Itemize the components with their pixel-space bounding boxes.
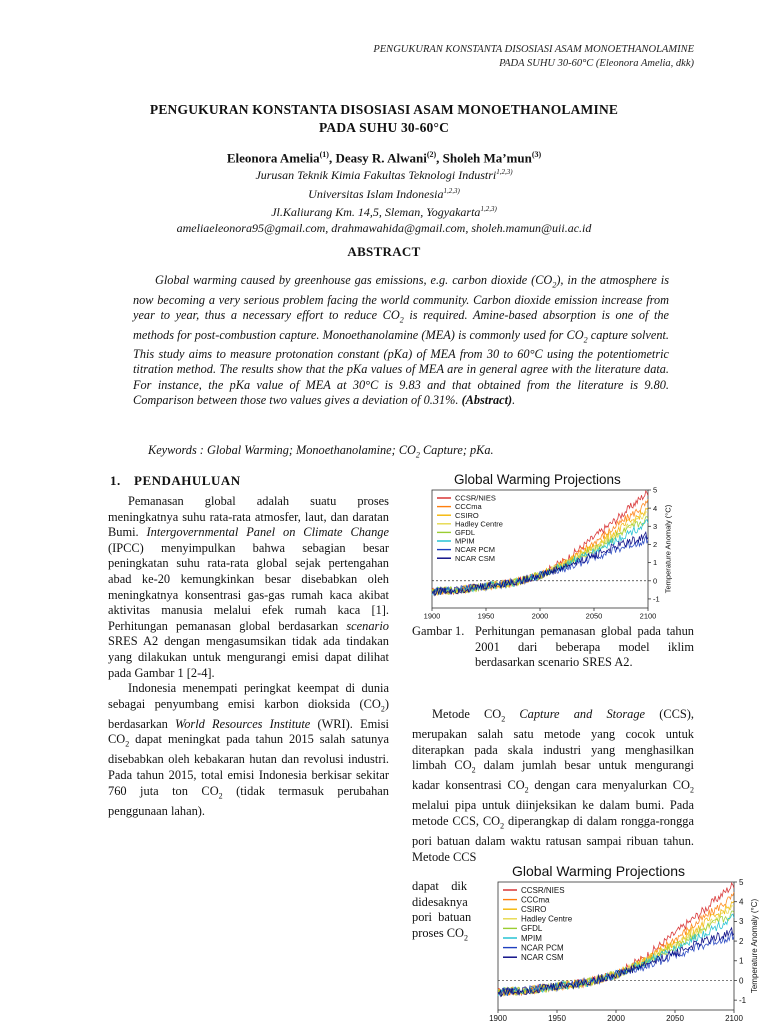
right-column-paragraph xyxy=(412,707,694,865)
legend-label: NCAR PCM xyxy=(455,545,496,555)
x-tick-label: 2050 xyxy=(666,1014,684,1023)
x-tick-label: 2100 xyxy=(639,611,657,621)
p1-text-a: Pemanasan global adalah suatu proses meningkatnya suhu rata-rata atmosfer, laut, dan daratan Bumi. xyxy=(108,494,389,540)
section-title: PENDAHULUAN xyxy=(134,473,241,488)
abstract-sub: 2 xyxy=(399,315,404,325)
y-tick-label: 4 xyxy=(653,503,658,513)
abstract-sub: 2 xyxy=(552,280,557,290)
fragment-line-2: didesaknya xyxy=(412,894,468,909)
running-header-line1: PENGUKURAN KONSTANTA DISOSIASI ASAM MONOETHANOLAMINE xyxy=(373,44,694,55)
keywords-sub: 2 xyxy=(415,450,420,460)
y-tick-label: 3 xyxy=(653,521,658,531)
paragraph-2 xyxy=(108,681,389,819)
y-tick-label: 5 xyxy=(653,485,658,495)
abstract-text-1: Global warming caused by greenhouse gas emissions, e.g. carbon dioxide (CO xyxy=(155,273,553,287)
legend-label: CCSR/NIES xyxy=(455,493,496,503)
running-header xyxy=(254,43,694,71)
p2-text-b: ) berdasarkan xyxy=(108,696,389,731)
author-3-sup: (3) xyxy=(531,150,542,159)
legend-label: NCAR CSM xyxy=(521,953,564,962)
abstract-heading: ABSTRACT xyxy=(347,244,421,259)
legend-label: CSIRO xyxy=(455,510,479,520)
chart-title: Global Warming Projections xyxy=(454,472,621,487)
keywords-text-2: Capture; pKa. xyxy=(419,443,494,457)
p3-text-d: dengan cara menyalurkan CO xyxy=(528,778,690,793)
x-tick-label: 1900 xyxy=(489,1014,507,1023)
legend-label: Hadley Centre xyxy=(521,914,573,924)
y-tick-label: -1 xyxy=(739,995,747,1005)
y-tick-label: 5 xyxy=(739,877,744,887)
author-2: , Deasy R. Alwani xyxy=(328,150,427,166)
legend-label: CCCma xyxy=(521,895,550,905)
author-2-sup: (2) xyxy=(426,150,437,159)
y-tick-label: 1 xyxy=(653,558,658,568)
y-tick-label: 0 xyxy=(739,976,744,986)
keywords xyxy=(148,443,688,459)
y-tick-label: 3 xyxy=(739,917,744,927)
p1-text-b: (IPCC) menyimpulkan bahwa sebagian besar peningkatan suhu rata-rata global sejak pertengahan abad ke-20 kemungkinkan besar disebabkan oleh meningkatnya konsentrasi gas-gas rumah kaca akibat aktivitas manusia melalui efek rumah kaca [1]. Perhitungan pemanasan global berdasarkan xyxy=(108,540,389,633)
left-column xyxy=(108,494,389,819)
keywords-text-1: Keywords : Global Warming; Monoethanolamine; CO xyxy=(148,443,416,457)
title-line2: PADA SUHU 30-60°C xyxy=(318,120,450,135)
section-number: 1. xyxy=(110,473,121,488)
y-tick-label: 2 xyxy=(653,540,658,550)
legend-label: MPIM xyxy=(455,536,475,546)
p3-sub: 2 xyxy=(690,785,694,795)
p3-text-b: (CCS), merupakan salah satu metode yang cocok untuk diterapkan pada skala industri yang menghasilkan limbah CO xyxy=(412,707,694,773)
fragment-line-3: pori batuan xyxy=(412,910,472,925)
p2-sub: 2 xyxy=(125,739,130,749)
legend-label: GFDL xyxy=(455,528,476,538)
caption-label: Gambar 1. xyxy=(412,624,465,638)
p2-sub: 2 xyxy=(218,791,223,801)
x-tick-label: 1950 xyxy=(477,611,495,621)
p2-italic-wri: World Resources Institute xyxy=(175,716,311,731)
abstract-text-3: is required. Amine-based absorption is one of the methods for post-combustion capture. Monoethanolamine (MEA) is commonly used for CO xyxy=(133,307,669,342)
y-tick-label: 4 xyxy=(739,897,744,907)
fragment-line-1: dapat dik xyxy=(412,879,468,893)
x-tick-label: 1950 xyxy=(548,1014,566,1023)
legend-label: Hadley Centre xyxy=(455,519,503,529)
affiliation xyxy=(80,165,688,236)
x-tick-label: 2050 xyxy=(585,611,603,621)
abstract-body xyxy=(133,273,669,408)
p2-text-d: dapat meningkat pada tahun 2015 salah satunya disebabkan oleh kebakaran hutan dan revolusi industri. Pada tahun 2015, total emisi Indonesia berkisar sekitar 760 juta ton CO xyxy=(108,732,389,798)
x-tick-label: 1900 xyxy=(423,611,441,621)
y-tick-label: -1 xyxy=(653,594,660,604)
legend-label: NCAR PCM xyxy=(521,943,564,953)
author-1: Eleonora Amelia xyxy=(226,150,320,166)
legend-label: NCAR CSM xyxy=(455,553,496,563)
affil-university: Universitas Islam Indonesia xyxy=(308,186,444,201)
y-axis-label: Temperature Anomaly (°C) xyxy=(663,504,673,594)
author-3: , Sholeh Ma’mun xyxy=(436,150,532,166)
affil-university-sup: 1,2,3) xyxy=(443,186,460,195)
author-1-sup: (1) xyxy=(319,150,329,159)
affil-dept: Jurusan Teknik Kimia Fakultas Teknologi Industri xyxy=(255,168,497,182)
legend-label: MPIM xyxy=(521,933,542,943)
affil-emails: ameliaeleonora95@gmail.com, drahmawahida@gmail.com, sholeh.mamun@uii.ac.id xyxy=(176,220,592,235)
x-tick-label: 2000 xyxy=(531,611,549,621)
caption-text: Perhitungan pemanasan global pada tahun 2001 dari beberapa model iklim berdasarkan scenario SRES A2. xyxy=(475,624,694,670)
y-axis-label: Temperature Anomaly (°C) xyxy=(750,898,759,994)
chart-figure-1 xyxy=(420,468,700,628)
paragraph-1 xyxy=(108,494,389,681)
y-tick-label: 1 xyxy=(739,956,744,966)
x-tick-label: 2000 xyxy=(607,1014,625,1023)
y-tick-label: 0 xyxy=(653,576,658,586)
chart-title: Global Warming Projections xyxy=(512,863,685,879)
y-tick-label: 2 xyxy=(739,936,744,946)
p1-italic-scenario: scenario xyxy=(346,618,389,633)
paper-title xyxy=(80,101,688,137)
legend-label: CCCma xyxy=(455,502,482,512)
x-tick-label: 2100 xyxy=(725,1014,743,1023)
p2-text-c: (WRI). Emisi CO xyxy=(108,716,389,747)
right-column-fragments xyxy=(412,879,471,946)
figure-1-caption xyxy=(412,624,694,671)
legend-label: CCSR/NIES xyxy=(521,885,565,895)
fragment-line-4-text: proses CO xyxy=(412,925,464,940)
fragment-line-4 xyxy=(412,926,471,946)
legend-label: GFDL xyxy=(521,924,543,934)
p3-italic: Capture and Storage xyxy=(505,707,646,721)
fragment-sub: 2 xyxy=(463,933,468,943)
p3-text-a: Metode CO xyxy=(432,707,502,721)
p3-sub: 2 xyxy=(524,785,529,795)
affil-address: Jl.Kaliurang Km. 14,5, Sleman, Yogyakarta xyxy=(271,205,481,219)
title-line1: PENGUKURAN KONSTANTA DISOSIASI ASAM MONOETHANOLAMINE xyxy=(149,102,619,117)
p2-text-e: (tidak termasuk perubahan penggunaan lahan). xyxy=(108,783,389,818)
section-heading xyxy=(110,473,241,489)
p3-sub: 2 xyxy=(500,821,505,831)
p2-text-a: Indonesia menempati peringkat keempat di dunia sebagai penyumbang emisi karbon dioksida (CO xyxy=(108,681,389,711)
abstract-text-4: capture solvent. This study aims to measure protonation constant (pKa) of MEA from 30 to 60°C using the potentiometric titration method. The results show that the pKa values of MEA are in general agree with the literature data. For instance, the pKa value of MEA at 30°C is 9.83 and that obtained from the literature is 9.80. Comparison between those two values gives a deviation of 0.31%. xyxy=(133,327,669,407)
p2-sub: 2 xyxy=(380,704,385,714)
p3-text-c: dalam jumlah besar untuk mengurangi kadar konsentrasi CO xyxy=(412,758,694,793)
running-header-line2: PADA SUHU 30-60°C (Eleonora Amelia, dkk) xyxy=(499,58,694,69)
legend-label: CSIRO xyxy=(521,905,547,914)
abstract-text-2: ), in the atmosphere is now becoming a very serious problem facing the world community. Carbon dioxide emission increase from year to year, thus a necessary effort to reduce CO xyxy=(133,273,669,322)
affil-dept-sup: 1,2,3) xyxy=(496,168,513,176)
chart-figure-overlay xyxy=(489,860,768,1024)
p3-text-f: diperangkap di dalam rongga-rongga pori batuan dalam waktu ratusan sampai ribuan tahun. Metode CCS xyxy=(412,813,694,864)
abstract-end: . xyxy=(512,392,516,407)
author-list xyxy=(80,150,688,166)
p3-text-e: melalui pipa untuk diinjeksikan ke dalam bumi. Pada metode CCS, CO xyxy=(412,798,694,828)
abstract-tag: (Abstract) xyxy=(461,392,513,407)
p1-italic-ipcc: Intergovernmental Panel on Climate Change xyxy=(146,525,389,540)
affil-address-sup: 1,2,3) xyxy=(480,205,497,213)
p1-text-c: SRES A2 dengan mengasumsikan tidak ada tindakan yang dilakukan untuk mengurangi emisi dapat dilihat pada Gambar 1 [2-4]. xyxy=(108,634,389,680)
abstract-sub: 2 xyxy=(583,334,588,344)
p3-sub: 2 xyxy=(501,714,506,724)
p3-sub: 2 xyxy=(471,765,476,775)
